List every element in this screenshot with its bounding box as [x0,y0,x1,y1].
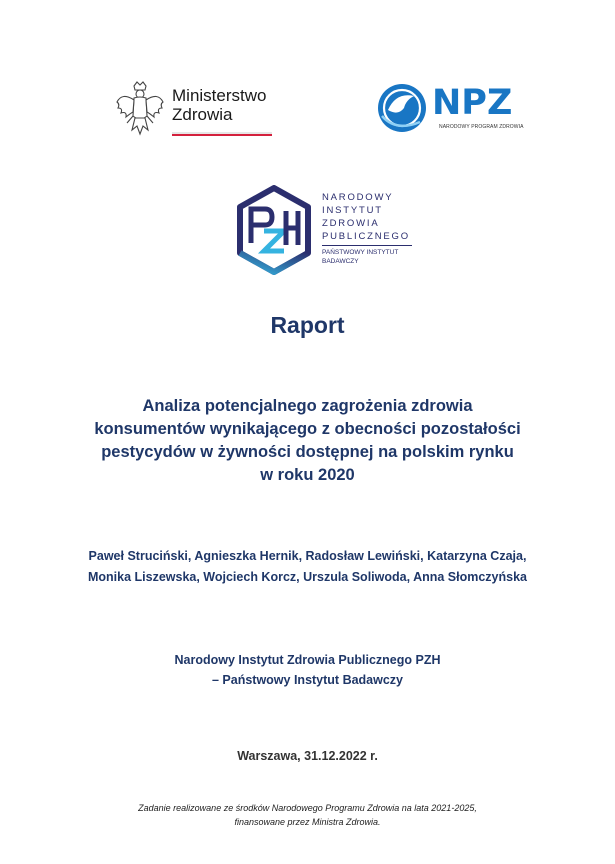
report-title-line: Analiza potencjalnego zagrożenia zdrowia [142,397,473,415]
npz-logo [376,82,536,138]
nizp-name-line: INSTYTUT [322,205,383,216]
funding-note-line: Zadanie realizowane ze środków Narodowego Programu Zdrowia na lata 2021-2025, [138,803,477,813]
place-and-date: Warszawa, 31.12.2022 r. [237,749,378,763]
nizp-name-line: NARODOWY [322,192,394,203]
ministry-of-health-logo [114,80,274,142]
authors-line: Monika Liszewska, Wojciech Korcz, Urszula Soliwoda, Anna Słomczyńska [87,570,527,584]
polish-flag-bar [172,132,272,136]
institute-name [0,650,615,690]
document-type-heading: Raport [270,312,345,338]
nizp-name [322,191,410,243]
institute-line: – Państwowy Instytut Badawczy [211,673,404,687]
authors-line: Paweł Struciński, Agnieszka Hernik, Radosław Lewiński, Katarzyna Czaja, [88,549,527,563]
ministry-name-line1: Ministerstwo [172,86,267,105]
ministry-name-line2: Zdrowia [172,105,233,124]
report-title-line: w roku 2020 [260,466,355,484]
report-title-line: konsumentów wynikającego z obecności pozostałości [94,420,521,438]
nizp-pzh-logo [234,185,424,275]
institute-line: Narodowy Instytut Zdrowia Publicznego PZH [174,653,441,667]
nizp-divider [322,245,412,246]
funding-note [0,801,615,829]
nizp-name-line: ZDROWIA [322,218,380,229]
npz-subtitle: NARODOWY PROGRAM ZDROWIA [439,124,524,130]
funding-note-line: finansowane przez Ministra Zdrowia. [234,817,381,827]
npz-globe-icon [376,82,428,134]
white-eagle-emblem-icon [114,80,166,138]
report-title [0,395,615,487]
authors-list [0,546,615,588]
report-title-line: pestycydów w żywności dostępnej na polskim rynku [101,443,514,461]
nizp-subtitle-line: PAŃSTWOWY INSTYTUT [322,249,399,256]
nizp-subtitle-line: BADAWCZY [322,258,359,265]
nizp-subtitle [322,248,398,266]
ministry-name [172,86,266,124]
pzh-monogram-icon [234,185,314,275]
npz-acronym: NPZ [432,83,513,123]
nizp-name-line: PUBLICZNEGO [322,231,410,242]
